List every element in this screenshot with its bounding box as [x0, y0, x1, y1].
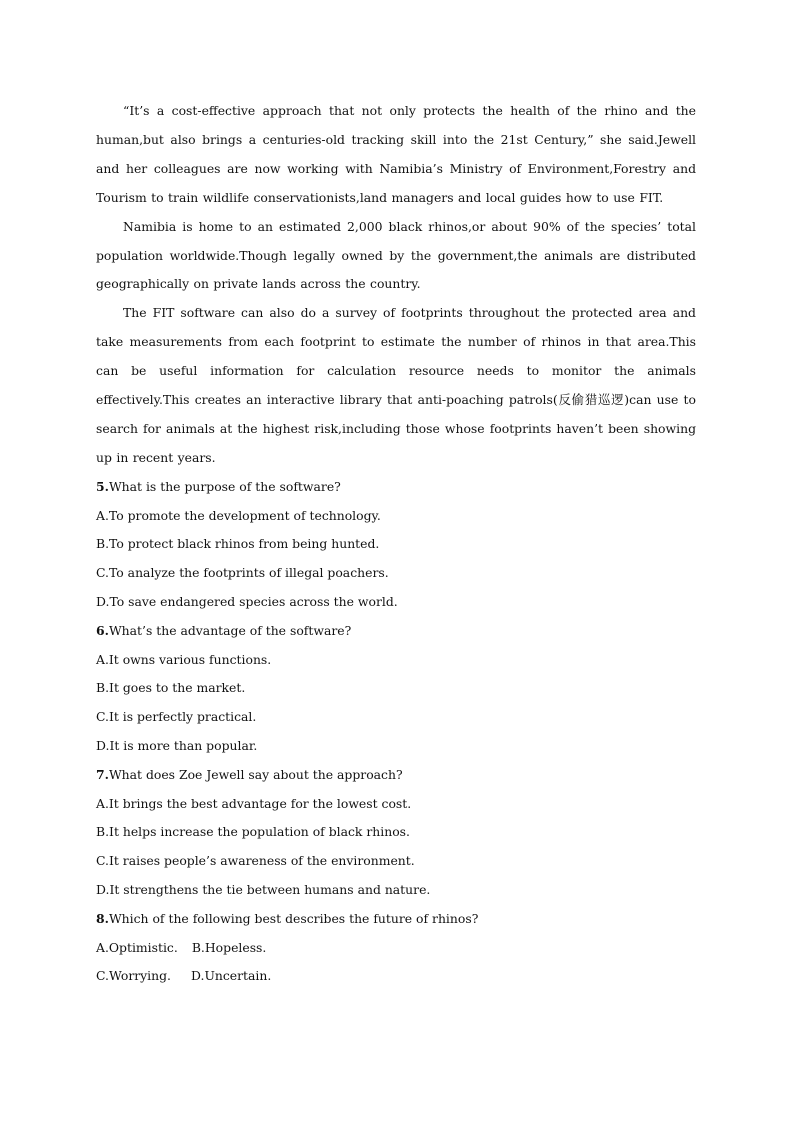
option-letter: A. [96, 507, 109, 523]
question-text: What does Zoe Jewell say about the approach? [108, 766, 403, 782]
option-text: It strengthens the tie between humans and nature. [109, 881, 431, 897]
option-letter: A. [96, 651, 109, 667]
question-text: What’s the advantage of the software? [108, 622, 352, 638]
option-letter: C. [96, 565, 109, 581]
option-text: It helps increase the population of black rhinos. [109, 824, 410, 840]
option-c [96, 703, 696, 732]
option-text: Optimistic. [108, 939, 178, 955]
question-text: Which of the following best describes the future of rhinos? [108, 910, 479, 926]
question-8 [96, 905, 696, 991]
option-b [192, 934, 267, 963]
option-b [96, 530, 696, 559]
option-letter: C. [96, 968, 109, 984]
option-row-ab [96, 934, 696, 963]
option-d [96, 732, 696, 761]
question-5 [96, 473, 696, 617]
passage-paragraph-1: “It’s a cost-effective approach that not only protects the health of the rhino and the human,but also brings a centuries-old tracking skill into the 21st Century,” she said.Jewell and her colleagues are now working with Namibia’s Ministry of Environment,Forestry and Tourism to train wildlife conservationists,land managers and local guides how to use FIT. [96, 103, 696, 205]
option-text: Uncertain. [204, 968, 272, 984]
option-text: To promote the development of technology. [108, 507, 381, 523]
question-number: 5. [96, 478, 109, 494]
question-7 [96, 761, 696, 905]
option-text: It brings the best advantage for the lowest cost. [108, 795, 412, 811]
option-text: It is more than popular. [109, 737, 258, 753]
option-a [96, 934, 178, 963]
question-stem [96, 617, 696, 646]
question-stem [96, 761, 696, 790]
option-row-cd [96, 962, 696, 991]
question-stem [96, 905, 696, 934]
question-number: 8. [96, 910, 109, 926]
option-text: Hopeless. [204, 939, 267, 955]
option-text: To analyze the footprints of illegal poachers. [108, 565, 389, 581]
option-d [191, 962, 271, 991]
option-a [96, 646, 696, 675]
option-text: To protect black rhinos from being hunted. [109, 536, 380, 552]
passage-paragraph-2: Namibia is home to an estimated 2,000 black rhinos,or about 90% of the species’ total population worldwide.Though legally owned by the government,the animals are distributed geographically on private lands across the country. [96, 218, 696, 292]
option-text: To save endangered species across the world. [109, 593, 398, 609]
option-letter: D. [96, 593, 110, 609]
option-letter: D. [96, 737, 110, 753]
option-d [96, 588, 696, 617]
passage-paragraph-3: The FIT software can also do a survey of footprints throughout the protected area and take measurements from each footprint to estimate the number of rhinos in that area.This can be useful information for calculation resource needs to monitor the animals effectively.This creates an interactive library that anti-poaching patrols(反偷猎巡逻)can use to search for animals at the highest risk,including those whose footprints haven’t been showing up in recent years. [96, 305, 696, 465]
option-d [96, 876, 696, 905]
option-c [96, 559, 696, 588]
option-c [96, 847, 696, 876]
option-b [96, 674, 696, 703]
option-a [96, 790, 696, 819]
option-text: It is perfectly practical. [108, 709, 257, 725]
option-text: It goes to the market. [109, 680, 246, 696]
option-text: It owns various functions. [108, 651, 272, 667]
question-stem [96, 473, 696, 502]
option-text: Worrying. [108, 968, 171, 984]
option-text: It raises people’s awareness of the environment. [108, 853, 415, 869]
option-c [96, 962, 171, 991]
question-text: What is the purpose of the software? [108, 478, 341, 494]
option-letter: C. [96, 709, 109, 725]
option-letter: D. [191, 968, 205, 984]
question-number: 7. [96, 766, 109, 782]
exam-page [96, 97, 696, 991]
option-letter: A. [96, 795, 109, 811]
option-b [96, 818, 696, 847]
option-a [96, 502, 696, 531]
question-6 [96, 617, 696, 761]
option-letter: C. [96, 853, 109, 869]
option-letter: B. [191, 939, 205, 955]
option-letter: B. [96, 824, 110, 840]
option-letter: B. [96, 536, 110, 552]
question-number: 6. [96, 622, 109, 638]
option-letter: D. [96, 881, 110, 897]
option-letter: A. [96, 939, 109, 955]
option-letter: B. [96, 680, 110, 696]
